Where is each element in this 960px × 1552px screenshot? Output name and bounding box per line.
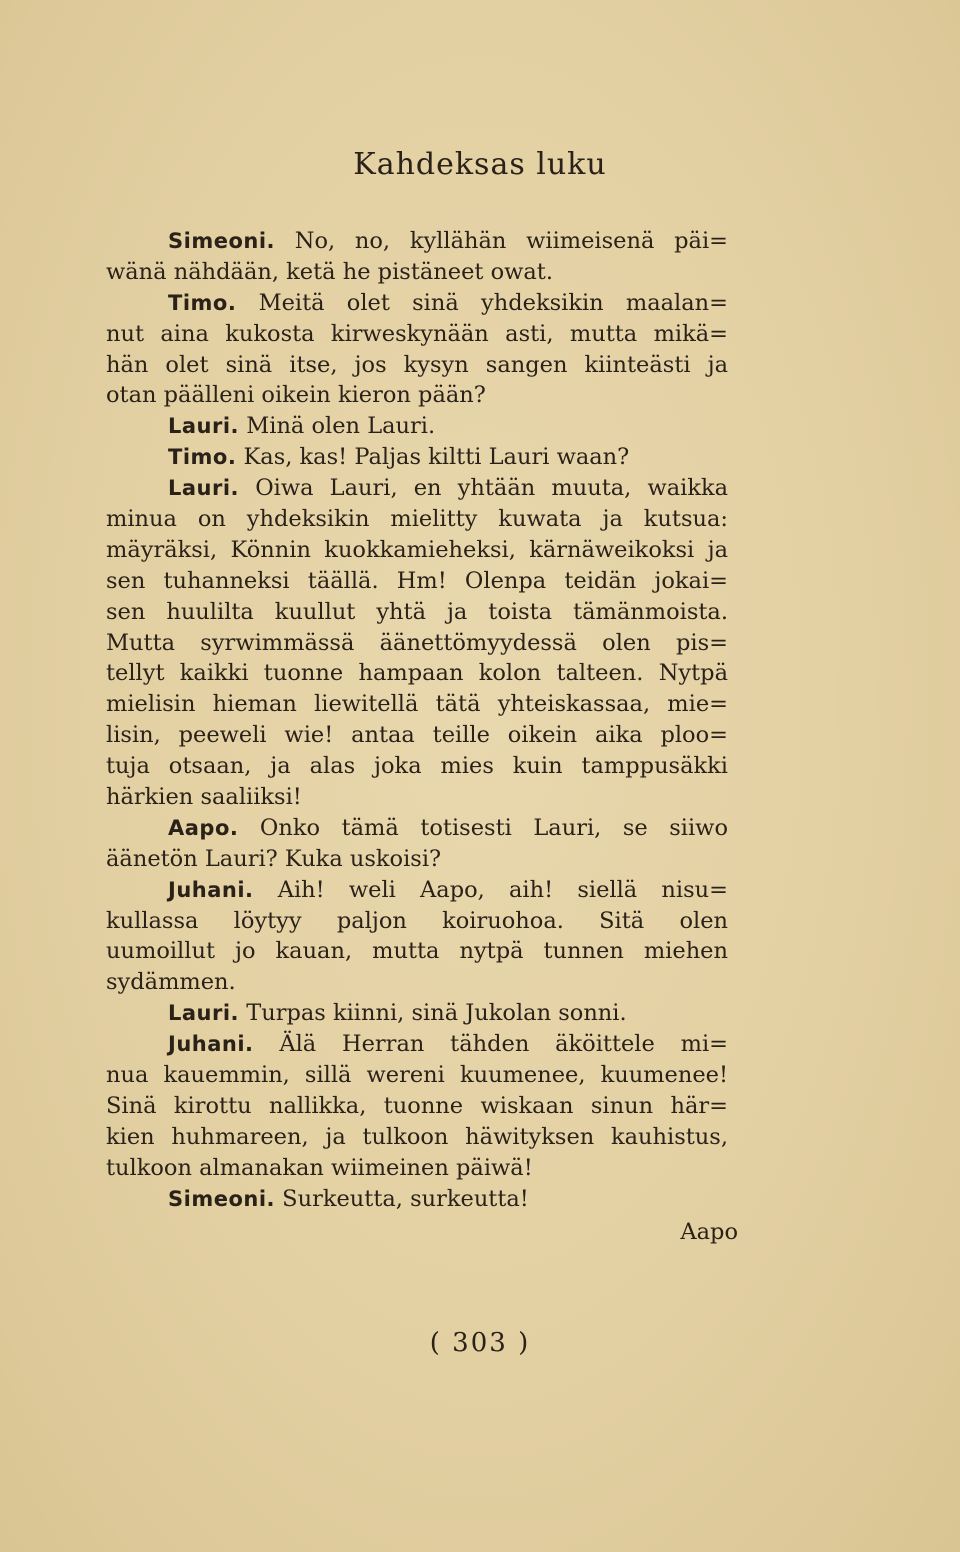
- line-text: Oiwa Lauri, en yhtään muuta, waikka: [255, 475, 728, 502]
- text-line: [106, 411, 728, 442]
- text-line: [106, 875, 728, 906]
- text-line: [106, 658, 728, 689]
- line-text: härkien saaliiksi!: [106, 784, 302, 811]
- text-line: [106, 998, 728, 1029]
- speaker-name: Juhani.: [168, 1032, 254, 1057]
- speaker-name: Aapo.: [168, 815, 239, 840]
- line-text: Onko tämä totisesti Lauri, se siiwo: [259, 814, 728, 841]
- line-text: tuja otsaan, ja alas joka mies kuin tamppusäkki: [106, 753, 728, 780]
- text-line: [106, 689, 728, 720]
- line-text: sydämmen.: [106, 969, 236, 996]
- line-text: Aih! weli Aapo, aih! siellä nisu=: [277, 876, 728, 903]
- text-line: [106, 566, 728, 597]
- line-text: Turpas kiinni, sinä Jukolan sonni.: [246, 1000, 627, 1027]
- text-line: [106, 720, 728, 751]
- text-line: [106, 1122, 728, 1153]
- line-text: sen huulilta kuullut yhtä ja toista tämänmoista.: [106, 598, 728, 625]
- line-text: Surkeutta, surkeutta!: [282, 1185, 529, 1212]
- line-text: hän olet sinä itse, jos kysyn sangen kiinteästi ja: [106, 351, 728, 378]
- speaker-name: Simeoni.: [168, 1186, 276, 1211]
- speaker-name: Lauri.: [168, 476, 240, 501]
- text-line: [106, 936, 728, 967]
- text-line: [106, 504, 728, 535]
- text-line: [106, 1060, 728, 1091]
- text-line: [106, 597, 728, 628]
- line-text: mielisin hieman liewitellä tätä yhteiskassaa, mie=: [106, 691, 728, 718]
- speaker-name: Lauri.: [168, 1001, 240, 1026]
- line-text: sen tuhanneksi täällä. Hm! Olenpa teidän jokai=: [106, 567, 728, 594]
- line-text: nua kauemmin, sillä wereni kuumenee, kuumenee!: [106, 1062, 728, 1089]
- text-line: [106, 1153, 728, 1184]
- line-text: kien huhmareen, ja tulkoon häwityksen kauhistus,: [106, 1123, 728, 1150]
- text-line: [106, 442, 728, 473]
- line-text: Minä olen Lauri.: [246, 413, 436, 440]
- line-text: kullassa löytyy paljon koiruohoa. Sitä olen: [106, 907, 728, 934]
- text-line: [106, 906, 728, 937]
- text-line: [106, 628, 728, 659]
- text-line: [106, 813, 728, 844]
- line-text: No, no, kyllähän wiimeisenä päi=: [294, 228, 728, 254]
- line-text: mäyräksi, Könnin kuokkamieheksi, kärnäweikoksi ja: [106, 536, 728, 563]
- text-line: [106, 1029, 728, 1060]
- text-line: [106, 967, 728, 998]
- line-text: lisin, peeweli wie! antaa teille oikein aika ploo=: [106, 722, 728, 749]
- speaker-name: Timo.: [168, 445, 237, 470]
- line-text: minua on yhdeksikin mielitty kuwata ja kutsua:: [106, 506, 728, 533]
- text-line: [106, 751, 728, 782]
- line-text: Mutta syrwimmässä äänettömyydessä olen pis=: [106, 629, 728, 656]
- text-line: [106, 535, 728, 566]
- line-text: Älä Herran tähden äköittele mi=: [279, 1031, 729, 1058]
- catchword: Aapo: [680, 1219, 738, 1245]
- text-line: [106, 782, 728, 813]
- line-text: äänetön Lauri? Kuka uskoisi?: [106, 845, 442, 872]
- speaker-name: Timo.: [168, 290, 237, 315]
- text-line: [106, 288, 728, 319]
- line-text: Meitä olet sinä yhdeksikin maalan=: [258, 289, 728, 316]
- text-line: [106, 380, 728, 411]
- dialogue-text: [106, 226, 728, 1215]
- speaker-name: Juhani.: [168, 877, 254, 902]
- text-line: [106, 1184, 728, 1215]
- line-text: tulkoon almanakan wiimeinen päiwä!: [106, 1154, 533, 1181]
- text-line: [106, 1091, 728, 1122]
- line-text: uumoillut jo kauan, mutta nytpä tunnen miehen: [106, 938, 728, 965]
- text-line: [106, 257, 728, 288]
- text-line: [106, 226, 728, 257]
- line-text: Kas, kas! Paljas kiltti Lauri waan?: [243, 444, 630, 471]
- speaker-name: Simeoni.: [168, 229, 276, 253]
- speaker-name: Lauri.: [168, 414, 240, 439]
- text-line: [106, 844, 728, 875]
- chapter-title: Kahdeksas luku: [353, 147, 607, 182]
- line-text: otan päälleni oikein kieron pään?: [106, 382, 486, 409]
- page-number: ( 303 ): [429, 1328, 531, 1358]
- text-line: [106, 350, 728, 381]
- line-text: nut aina kukosta kirweskynään asti, mutta mikä=: [106, 320, 728, 347]
- line-text: wänä nähdään, ketä he pistäneet owat.: [106, 258, 554, 285]
- text-line: [106, 319, 728, 350]
- line-text: Sinä kirottu nallikka, tuonne wiskaan sinun här=: [106, 1092, 728, 1119]
- text-line: [106, 473, 728, 504]
- line-text: tellyt kaikki tuonne hampaan kolon talteen. Nytpä: [106, 660, 728, 687]
